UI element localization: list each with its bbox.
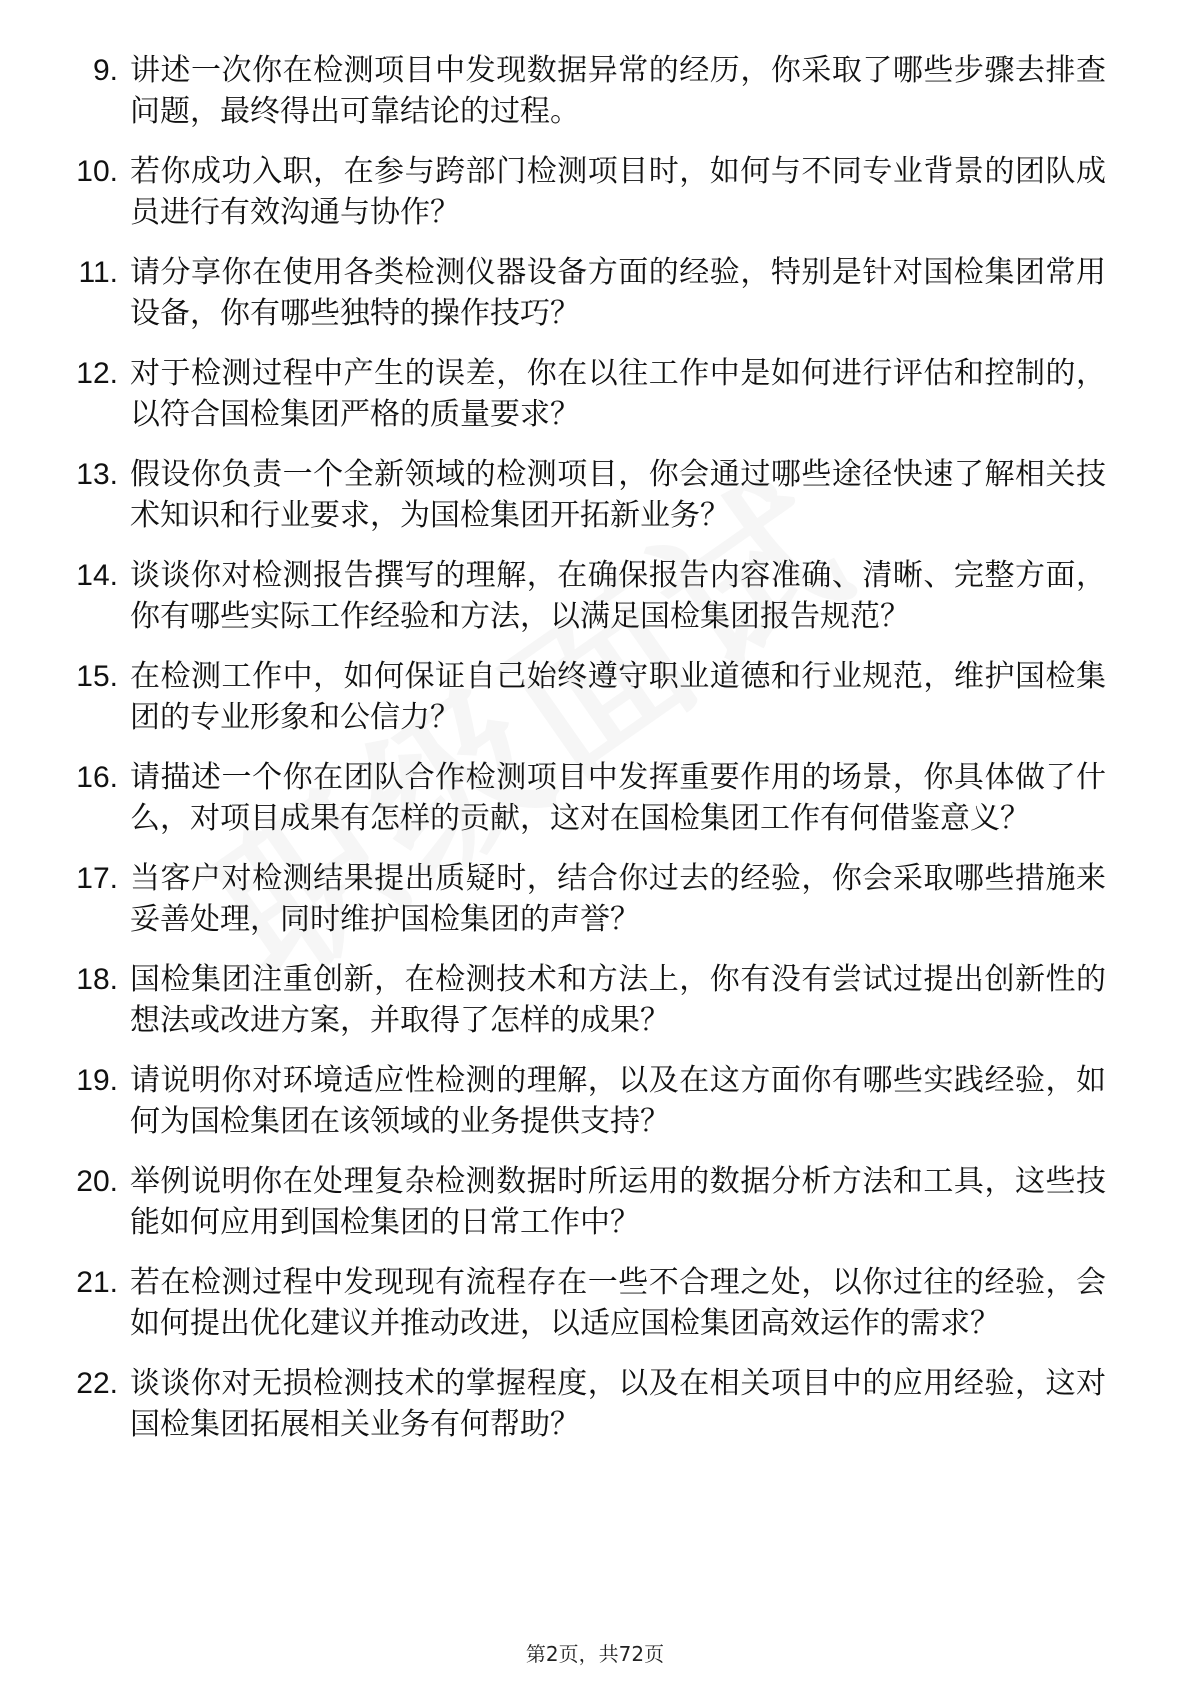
question-text: 当客户对检测结果提出质疑时，结合你过去的经验，你会采取哪些措施来妥善处理，同时维护国检集团的声誉？ (130, 861, 1106, 937)
question-number: 15. (76, 660, 118, 693)
question-number: 16. (76, 761, 118, 794)
question-text: 请分享你在使用各类检测仪器设备方面的经验，特别是针对国检集团常用设备，你有哪些独特的操作技巧？ (130, 255, 1106, 331)
list-item (56, 353, 1106, 435)
list-item (56, 454, 1106, 536)
question-number: 19. (76, 1064, 118, 1097)
list-item (56, 252, 1106, 334)
question-number: 11. (78, 256, 118, 289)
question-number: 17. (76, 862, 118, 895)
question-number: 10. (76, 155, 118, 188)
list-item (56, 555, 1106, 637)
list-item (56, 1060, 1106, 1142)
question-number: 18. (76, 963, 118, 996)
list-item (56, 656, 1106, 738)
question-text: 假设你负责一个全新领域的检测项目，你会通过哪些途径快速了解相关技术知识和行业要求，为国检集团开拓新业务？ (130, 457, 1106, 533)
list-item (56, 50, 1106, 132)
question-number: 21. (76, 1266, 118, 1299)
question-number: 14. (76, 559, 118, 592)
question-number: 9. (92, 54, 118, 87)
list-item (56, 1262, 1106, 1344)
list-item (56, 757, 1106, 839)
question-text: 若在检测过程中发现现有流程存在一些不合理之处，以你过往的经验，会如何提出优化建议并推动改进，以适应国检集团高效运作的需求？ (130, 1265, 1106, 1341)
question-text: 国检集团注重创新，在检测技术和方法上，你有没有尝试过提出创新性的想法或改进方案，并取得了怎样的成果？ (130, 962, 1106, 1038)
question-text: 谈谈你对无损检测技术的掌握程度，以及在相关项目中的应用经验，这对国检集团拓展相关业务有何帮助？ (130, 1366, 1106, 1442)
list-item (56, 1161, 1106, 1243)
question-text: 对于检测过程中产生的误差，你在以往工作中是如何进行评估和控制的，以符合国检集团严格的质量要求？ (130, 356, 1106, 432)
question-list (56, 50, 1106, 1464)
question-text: 在检测工作中，如何保证自己始终遵守职业道德和行业规范，维护国检集团的专业形象和公信力？ (130, 659, 1106, 735)
question-text: 举例说明你在处理复杂检测数据时所运用的数据分析方法和工具，这些技能如何应用到国检集团的日常工作中？ (130, 1164, 1106, 1240)
list-item (56, 858, 1106, 940)
question-text: 若你成功入职，在参与跨部门检测项目时，如何与不同专业背景的团队成员进行有效沟通与协作？ (130, 154, 1106, 230)
question-text: 谈谈你对检测报告撰写的理解，在确保报告内容准确、清晰、完整方面，你有哪些实际工作经验和方法，以满足国检集团报告规范？ (130, 558, 1106, 634)
question-number: 22. (76, 1367, 118, 1400)
question-number: 12. (76, 357, 118, 390)
question-number: 20. (76, 1165, 118, 1198)
list-item (56, 1363, 1106, 1445)
question-text: 请说明你对环境适应性检测的理解，以及在这方面你有哪些实践经验，如何为国检集团在该领域的业务提供支持？ (130, 1063, 1106, 1139)
page-number-footer: 第2页，共72页 (525, 1642, 665, 1666)
question-text: 请描述一个你在团队合作检测项目中发挥重要作用的场景，你具体做了什么，对项目成果有怎样的贡献，这对在国检集团工作有何借鉴意义？ (130, 760, 1106, 836)
question-number: 13. (76, 458, 118, 491)
question-text: 讲述一次你在检测项目中发现数据异常的经历，你采取了哪些步骤去排查问题，最终得出可靠结论的过程。 (130, 53, 1106, 129)
list-item (56, 151, 1106, 233)
list-item (56, 959, 1106, 1041)
